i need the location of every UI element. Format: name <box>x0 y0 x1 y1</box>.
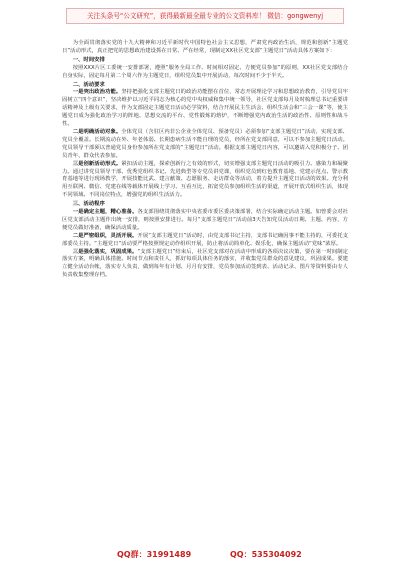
section-paragraph <box>62 129 348 161</box>
header-banner: 关注头条号“公文研究”，获得最新最全最专业的公文资料库！ 微信：gongwenyj <box>66 8 344 24</box>
section-heading: 二、活动要求 <box>72 81 105 88</box>
section-heading: 三、活动程序 <box>72 201 105 208</box>
intro-paragraph: 为全面贯彻落实党的十九大精神和习近平新时代中国特色社会主义思想，严肃党内政治生活，规范和创新“主题党日”活动形式，真正把党的思想政治建设抓在日常、严在经常，现制定XX社区党支部“主题党日”活动具体方案如下： <box>62 40 348 54</box>
section-procedure <box>62 201 348 280</box>
paragraph-lead: 一是突出政治功能。 <box>72 89 122 96</box>
qq-group-number: QQ群：31991489 <box>117 550 192 559</box>
section-paragraph <box>62 233 348 249</box>
section-paragraph <box>62 249 348 281</box>
section-paragraph <box>62 89 348 129</box>
section-paragraph <box>62 161 348 201</box>
section-heading: 一、时间安排 <box>72 56 105 63</box>
paragraph-text: “支部主题党日”结束后，社区党支部对在活动中形成的各项决议决策，要在第一时间制定落实方案，明确具体措施、时间节点和责任人，抓好每项具体任务的落实，并收集党员群众的意见建议，巩固成果。要建立健全活动台帐，落实专人负责，做到每年有计划、月月有安排，党员参加活动签到表、活动记录、图片等资料要由专人负责收集整理存档。 <box>62 248 348 279</box>
paragraph-text: 全体党员（含驻区内非公企业全体党员、预备党员）必须参加“支部主题党日”活动，实现支部、党员全覆盖。长期流动在外、年老体弱、长期患病生活不能自理的党员，经所在党支部同意，可以不参加主题党日活动。党员领导干部须以普通党员身份参加所在党支部的“主题党日”活动。根据支部主题党日内容，可以邀请入党积极分子、团员青年、群众代表参加。 <box>62 128 348 159</box>
paragraph-lead: 二是严密组织，灵活开展。 <box>72 232 138 239</box>
paragraph-text: 各支部围绕贯彻落实中央省委市委区委决策部署，结合实际确定活动主题。如曾委会对社区党支部活动主题作出统一安排，则按照安排进行。每月“支部主题党日”活动前3天告知党员活动日期、主题、内容，方便党员做好准备，确保活动质量。 <box>62 209 348 231</box>
footer-contacts <box>0 548 408 562</box>
section-paragraph <box>62 209 348 233</box>
paragraph-text: 坚持把强化支部主题党日的政治功能摆在首位，常态开展理论学习和思想政治教育，引导党员牢固树立“四个意识”，坚决维护以习近平同志为核心的党中央权威和集中统一领导，社区党支部每月及时梳理总书记重要讲话精神及上级有关要求，作为支部固定主题党日活动必学资料，结合开展民主生活会、组织生活会和“三会一课”等，使主题党日成为强化政治学习的阵地、思想交流的平台、党性锻炼的熔炉，不断增强党内政治生活的政治性、原则性和战斗性。 <box>62 89 348 128</box>
document-body <box>62 40 348 280</box>
paragraph-lead: 二是明确活动对象。 <box>72 128 122 135</box>
paragraph-lead: 一是确定主题，精心准备。 <box>72 209 138 216</box>
paragraph-text: 紧扣活动主题，探索创新行之有效的形式，切实增强支部主题党日活动的吸引力、感染力和凝聚力。通过讲党员领导干部、优秀党组织书记、先进典型等专党员讲党课，组织党员到红色教育基地、党建示范点、警示教育基地等进行现场教学，开展技能比武、建言献策、志愿服务、走访群众等活动，着力提升主题党日活动的效果。充分利用互联网、微信、党建在线等载体开展线上学习、互看互比，拓宽党员参加组织生活的渠道，开展开放式组织生活，体现不同领域、不同岗位特点，增强党的组织生活活力。 <box>62 160 348 199</box>
section-time <box>62 57 348 81</box>
qq-number: QQ：535304092 <box>230 550 302 559</box>
paragraph-lead: 三是强化落实，巩固成果。 <box>72 248 138 255</box>
section-paragraph: 按照XXX片区工委统一安排部署，遵照“服务全局工作、时间相对固定、方便党员参加”的原则，XX社区党支部结合自身实际，固定每月第二个周六作为主题党日，组织党员集中开展活动，每次时间不少于半天。 <box>62 64 348 79</box>
paragraph-lead: 三是创新活动形式。 <box>72 160 122 167</box>
paragraph-text: 开展“支部主题党日”活动时，由党支部书记主持，支部书记确因事不能主持的，可委托支部委员主持。“主题党日”活动要严格按照规定动作组织开展，防止将活动简单化、娱乐化，确保主题活动“党味”浓厚。 <box>62 232 348 247</box>
section-requirements <box>62 82 348 201</box>
